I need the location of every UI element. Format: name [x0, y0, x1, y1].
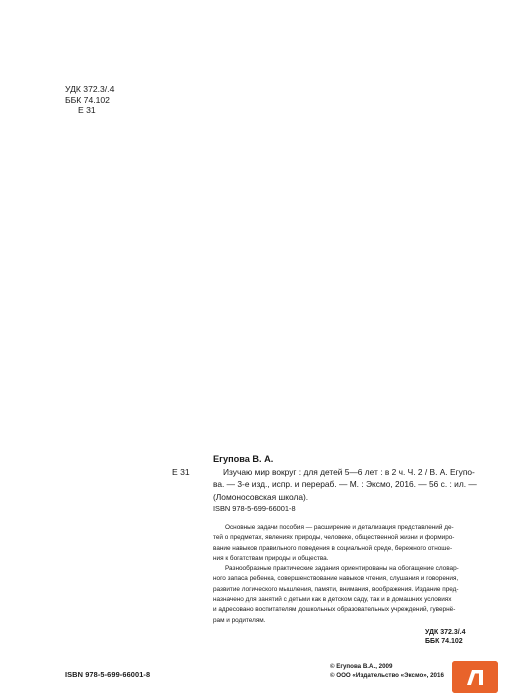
bbk-code-right: ББК 74.102 — [425, 638, 463, 646]
abstract-line: ного запаса ребенка, совершенствование навыков чтения, слушания и говорения, — [213, 575, 459, 583]
description-line: (Ломоносовская школа). — [213, 491, 309, 502]
abstract-line: ния к богатствам природы и общества. — [213, 554, 329, 562]
abstract-line: назначено для занятий с детьми как в детском саду, так и в домашних условиях — [213, 596, 452, 604]
abstract-line: тей о предметах, явлениях природы, человеке, общественной жизни и формиро- — [213, 534, 455, 542]
classification-block-right — [425, 628, 466, 647]
abstract-line: вание навыков правильного поведения в социальной среде, бережного отноше- — [213, 544, 453, 552]
abstract-line: Разнообразные практические задания ориентированы на обогащение словар- — [225, 565, 459, 573]
description-line: ва. — 3-е изд., испр. и перераб. — М. : Эксмо, 2016. — 56 с. : ил. — — [213, 479, 477, 490]
author-mark: Е 31 — [78, 105, 96, 116]
bibliographic-description — [213, 466, 481, 503]
book-abstract — [213, 523, 487, 626]
abstract-line: и адресовано воспитателям дошкольных образовательных учреждений, гувернё- — [213, 606, 456, 614]
author-name: Егупова В. А. — [213, 454, 274, 464]
description-line: Изучаю мир вокруг : для детей 5—6 лет : в 2 ч. Ч. 2 / В. А. Егупо- — [223, 467, 475, 477]
isbn-footer: ISBN 978-5-699-66001-8 — [65, 670, 151, 679]
litres-logo-icon — [452, 661, 498, 693]
udk-code: УДК 372.3/.4 — [65, 84, 115, 94]
bbk-code: ББК 74.102 — [65, 94, 110, 105]
classification-block-top — [65, 84, 114, 116]
udk-code-right: УДК 372.3/.4 — [425, 629, 466, 636]
isbn-card: ISBN 978-5-699-66001-8 — [213, 504, 296, 513]
abstract-line: Основные задачи пособия — расширение и детализация представлений де- — [225, 524, 454, 531]
copyright-line: © Егупова В.А., 2009 — [330, 663, 393, 670]
copyright-block — [330, 662, 444, 680]
catalog-author-mark: Е 31 — [172, 467, 190, 477]
abstract-line: развитие логического мышления, памяти, внимания, воображения. Издание пред- — [213, 585, 459, 593]
abstract-line: рам и родителям. — [213, 616, 266, 624]
litres-logo — [452, 661, 498, 693]
copyright-line: © ООО «Издательство «Эксмо», 2016 — [330, 672, 444, 679]
